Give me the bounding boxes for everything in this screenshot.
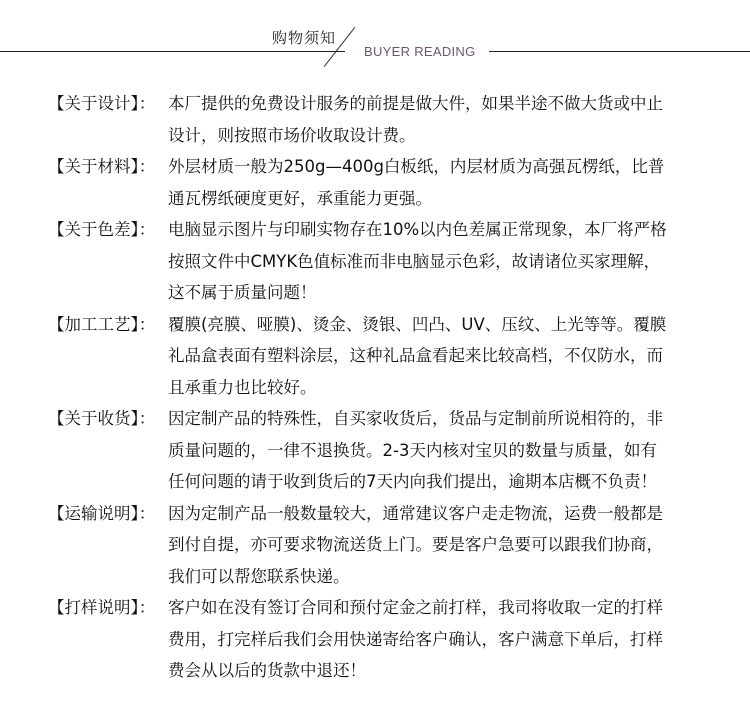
header-title-english: BUYER READING (364, 44, 476, 59)
notice-body (168, 151, 712, 214)
notice-line: 这不属于质量问题！ (168, 283, 317, 302)
notice-body (168, 498, 712, 593)
notice-design (48, 88, 750, 151)
notice-line: 设计，则按照市场价收取设计费。 (168, 125, 416, 145)
notice-label: 【关于色差】： (48, 220, 156, 239)
header-divider-right (489, 51, 750, 52)
notice-line: 本厂提供的免费设计服务的前提是做大件，如果半途不做大货或中止 (168, 94, 663, 113)
notice-line: 我们可以帮您联系快递。 (168, 566, 350, 586)
notice-line: 客户如在没有签订合同和预付定金之前打样，我司将收取一定的打样 (168, 598, 663, 617)
notice-line: 任何问题的请于收到货后的7天内向我们提出，逾期本店概不负责！ (168, 472, 657, 491)
notice-line: 外层材质一般为250g—400g白板纸，内层材质为高强瓦楞纸，比普 (168, 157, 665, 176)
notice-processing (48, 309, 750, 404)
header-divider-left (0, 51, 345, 52)
header-title-chinese: 购物须知 (272, 29, 337, 47)
section-header (0, 0, 750, 80)
notice-label: 【打样说明】： (48, 598, 156, 617)
notice-line: 按照文件中CMYK色值标准而非电脑显示色彩，故请诸位买家理解， (168, 251, 661, 271)
notice-label: 【关于收货】： (48, 409, 156, 428)
notice-body (168, 309, 712, 404)
notice-shipping (48, 498, 750, 593)
notice-body (168, 88, 712, 151)
notice-line: 电脑显示图片与印刷实物存在10%以内色差属正常现象，本厂将严格 (168, 220, 667, 239)
notice-line: 费会从以后的货款中退还！ (168, 661, 366, 680)
buyer-notice-list (0, 88, 750, 687)
notice-line: 通瓦楞纸硬度更好，承重能力更强。 (168, 188, 432, 208)
notice-body (168, 403, 712, 498)
notice-line: 因为定制产品一般数量较大，通常建议客户走走物流，运费一般都是 (168, 503, 663, 523)
notice-line: 到付自提，亦可要求物流送货上门。要是客户急要可以跟我们协商， (168, 535, 663, 554)
notice-color-difference (48, 214, 750, 309)
notice-label: 【运输说明】： (48, 503, 156, 523)
notice-line: 质量问题的，一律不退换货。2-3天内核对宝贝的数量与质量，如有 (168, 440, 657, 460)
notice-body (168, 592, 712, 687)
notice-body (168, 214, 712, 309)
notice-label: 【关于设计】： (48, 94, 156, 113)
notice-line: 且承重力也比较好。 (168, 377, 317, 397)
notice-material (48, 151, 750, 214)
notice-line: 覆膜(亮膜、哑膜)、烫金、烫银、凹凸、UV、压纹、上光等等。覆膜 (168, 314, 667, 334)
notice-label: 【加工工艺】： (48, 314, 156, 334)
notice-receiving (48, 403, 750, 498)
notice-line: 因定制产品的特殊性，自买家收货后，货品与定制前所说相符的，非 (168, 409, 663, 428)
notice-sampling (48, 592, 750, 687)
notice-line: 礼品盒表面有塑料涂层，这种礼品盒看起来比较高档，不仅防水，而 (168, 346, 663, 365)
notice-line: 费用，打完样后我们会用快递寄给客户确认，客户满意下单后，打样 (168, 629, 663, 649)
notice-label: 【关于材料】： (48, 157, 156, 176)
